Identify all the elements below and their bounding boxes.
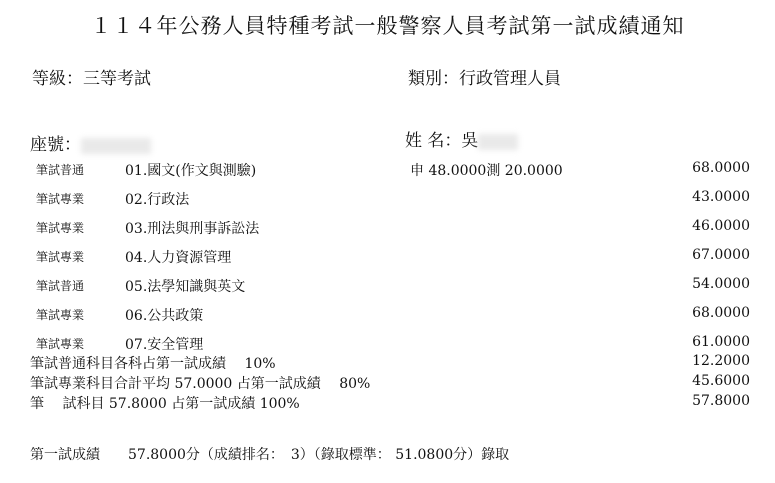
candidate-name [405, 126, 518, 151]
subject-type: 筆試普通 [36, 279, 85, 293]
subject-score: 43.0000 [692, 189, 750, 205]
subject-name: 05.法學知識與英文 [125, 279, 246, 295]
seat-number [30, 130, 151, 155]
subject-score: 68.0000 [692, 305, 750, 321]
summary-text: 筆 試科目 57.8000 占第一試成績 100% [30, 396, 300, 412]
summary-score: 12.2000 [692, 353, 750, 369]
subject-score: 68.0000 [692, 160, 750, 176]
exam-category: 類別：行政管理人員 [408, 69, 561, 89]
subject-score: 61.0000 [692, 334, 750, 350]
subject-score: 46.0000 [692, 218, 750, 234]
subject-name: 07.安全管理 [125, 337, 204, 353]
subject-name: 01.國文(作文與測驗) [125, 163, 257, 179]
subject-detail: 申 48.0000測 20.0000 [410, 163, 563, 179]
subject-type: 筆試專業 [36, 221, 85, 235]
subject-type: 筆試普通 [36, 163, 85, 177]
subject-name: 04.人力資源管理 [125, 250, 232, 266]
notice-title: １１４年公務人員特種考試一般警察人員考試第一試成績通知 [90, 14, 685, 38]
redacted-seat [81, 138, 151, 154]
exam-grade: 等級：三等考試 [32, 69, 151, 89]
first-exam-result: 第一試成績 57.8000分（成績排名： 3）（錄取標準： 51.0800分）錄取 [30, 447, 510, 463]
redacted-name [478, 134, 518, 150]
subject-type: 筆試專業 [36, 337, 85, 351]
name-label: 姓 名：吳 [405, 131, 479, 151]
seat-label: 座號： [30, 135, 81, 155]
summary-score: 57.8000 [692, 393, 750, 409]
subject-score: 54.0000 [692, 276, 750, 292]
subject-name: 02.行政法 [125, 192, 190, 208]
summary-text: 筆試普通科目各科占第一試成績 10% [30, 356, 276, 372]
subject-type: 筆試專業 [36, 308, 85, 322]
summary-text: 筆試專業科目合計平均 57.0000 占第一試成績 80% [30, 376, 371, 392]
subject-score: 67.0000 [692, 247, 750, 263]
subject-type: 筆試專業 [36, 192, 85, 206]
subject-name: 06.公共政策 [125, 308, 204, 324]
subject-name: 03.刑法與刑事訴訟法 [125, 221, 260, 237]
summary-score: 45.6000 [692, 373, 750, 389]
subject-type: 筆試專業 [36, 250, 85, 264]
